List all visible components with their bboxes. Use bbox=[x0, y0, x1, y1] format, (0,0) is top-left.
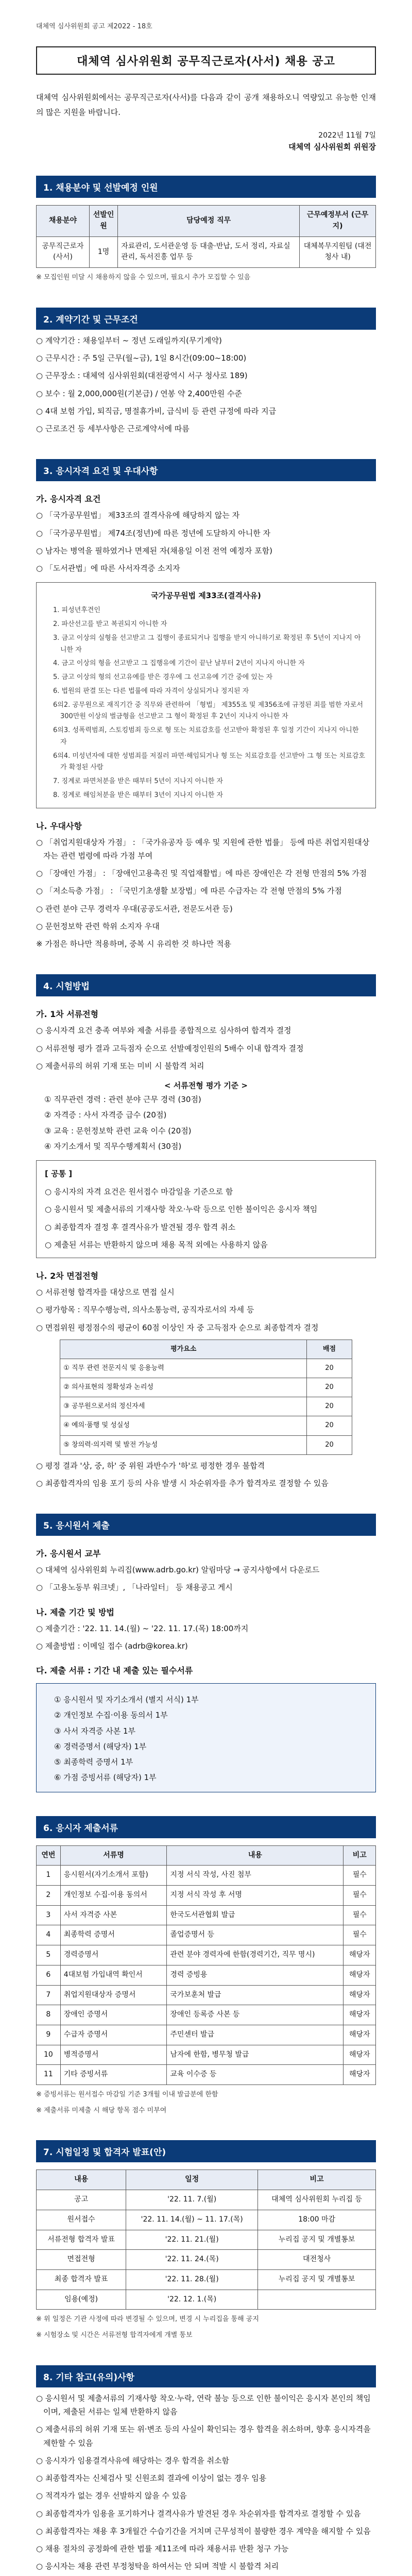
other-notes-list bbox=[36, 2392, 376, 2576]
cell: 개인정보 수집·이용 동의서 bbox=[60, 1886, 167, 1906]
cell: 해당자 bbox=[344, 2045, 376, 2065]
application-form-list bbox=[36, 1563, 376, 1595]
cell: 해당자 bbox=[344, 2005, 376, 2025]
list-item: ① 직무관련 경력 : 관련 분야 근무 경력 (30점) bbox=[44, 1095, 201, 1105]
required-docs-box bbox=[36, 1683, 376, 1792]
subsection-title: 가. 1차 서류전형 bbox=[36, 1009, 99, 1020]
list-item: ○ 응시자가 임용결격사유에 해당하는 경우 합격을 취소함 bbox=[36, 2455, 229, 2465]
list-item: ○ 근로조건 등 세부사항은 근로계약서에 따름 bbox=[36, 424, 190, 434]
list-item: ○ 최종합격자는 신체검사 및 신원조회 결과에 이상이 없는 경우 임용 bbox=[36, 2473, 267, 2483]
list-item: ※ 시험장소 및 시간은 서류전형 합격자에게 개별 통보 bbox=[36, 2331, 193, 2340]
table-row bbox=[37, 236, 376, 267]
cell: 경력 증빙용 bbox=[167, 1965, 344, 1985]
common-notice-box bbox=[36, 1160, 376, 1258]
col-header: 내용 bbox=[167, 1845, 344, 1866]
cell: 3 bbox=[37, 1905, 61, 1925]
list-item: ② 개인정보 수집·이용 동의서 1부 bbox=[54, 1710, 168, 1720]
cell: 수급자 증명서 bbox=[60, 2025, 167, 2045]
list-item: ○ 응시자의 자격 요건은 원서접수 마감일을 기준으로 함 bbox=[45, 1187, 233, 1197]
documents-table bbox=[36, 1845, 376, 2085]
cell: ③ 공무원으로서의 정신자세 bbox=[60, 1397, 307, 1416]
table-row bbox=[37, 2005, 376, 2025]
list-item: 7. 징계로 파면처분을 받은 때부터 5년이 지나지 아니한 자 bbox=[53, 777, 224, 786]
notice-org: 대체역 심사위원회 위원장 bbox=[288, 142, 376, 152]
list-item: ○ 「취업지원대상자 가점」 : 「국가유공자 등 예우 및 지원에 관한 법률」 등에 따른 취업지원대상자는 관련 법령에 따라 가점 부여 bbox=[36, 837, 370, 860]
list-item: ○ 평정 결과 '상, 중, 하' 중 위원 과반수가 '하'로 평정한 경우 불합격 bbox=[36, 1461, 265, 1470]
col-header: 근무예정부서 (근무지) bbox=[300, 206, 376, 236]
cell: '22. 11. 7.(월) bbox=[126, 2190, 258, 2210]
list-item: ④ 자기소개서 및 직무수행계획서 (30점) bbox=[44, 1141, 182, 1151]
col-header: 비고 bbox=[344, 1845, 376, 1866]
list-item: ※ 제출서류 미제출 시 해당 항목 점수 미부여 bbox=[36, 2106, 167, 2114]
preference-list bbox=[36, 836, 376, 951]
list-item: ○ 최종합격자의 임용 포기 등의 사유 발생 시 차순위자를 추가 합격자로 결정할 수 있음 bbox=[36, 1478, 329, 1488]
col-header: 선발인원 bbox=[89, 206, 117, 236]
cell: '22. 11. 14.(월) ~ 11. 17.(목) bbox=[126, 2210, 258, 2230]
cell: 4대보험 가입내역 확인서 bbox=[60, 1965, 167, 1985]
criteria-list bbox=[36, 1093, 376, 1153]
list-item: ○ 제출기간 : '22. 11. 14.(월) ~ '22. 11. 17.(목) 18:00까지 bbox=[36, 1623, 249, 1633]
cell: ⑤ 창의력·의지력 및 발전 가능성 bbox=[60, 1435, 307, 1454]
col-header: 연번 bbox=[37, 1845, 61, 1866]
cell: 5 bbox=[37, 1945, 61, 1965]
table-row bbox=[37, 2065, 376, 2085]
cell: 대체복무지원팀 (대전청사 내) bbox=[300, 236, 376, 267]
legal-box-title: 국가공무원법 제33조(결격사유) bbox=[151, 591, 261, 601]
cell: 사서 자격증 사본 bbox=[60, 1905, 167, 1925]
cell: ④ 예의·품행 및 성실성 bbox=[60, 1416, 307, 1435]
cell: 서류전형 합격자 발표 bbox=[37, 2230, 126, 2250]
col-header: 서류명 bbox=[60, 1845, 167, 1866]
list-item: ○ 최종합격자 결정 후 결격사유가 발견될 경우 합격 취소 bbox=[45, 1222, 236, 1232]
conditions-list bbox=[36, 334, 376, 436]
submission-list bbox=[36, 1622, 376, 1653]
interview-eval-table bbox=[60, 1340, 352, 1455]
recruit-table bbox=[36, 205, 376, 268]
cell: 4 bbox=[37, 1925, 61, 1945]
cell: 병적증명서 bbox=[60, 2045, 167, 2065]
section-7-title: 7. 시험일정 및 합격자 발표(안) bbox=[36, 2140, 376, 2162]
list-item: ○ 「고용노동부 워크넷」, 「나라일터」 등 채용공고 게시 bbox=[36, 1583, 233, 1592]
table-row bbox=[60, 1435, 352, 1454]
cell: 주민센터 발급 bbox=[167, 2025, 344, 2045]
cell: 10 bbox=[37, 2045, 61, 2065]
table-row bbox=[37, 1866, 376, 1886]
cell: 경력증명서 bbox=[60, 1945, 167, 1965]
list-item: ○ 근무장소 : 대체역 심사위원회(대전광역시 서구 청사로 189) bbox=[36, 371, 248, 381]
list-item: ○ 「국가공무원법」 제74조(정년)에 따른 정년에 도달하지 아니한 자 bbox=[36, 528, 271, 538]
cell: 공고 bbox=[37, 2190, 126, 2210]
list-item: ○ 문헌정보학 관련 학위 소지자 우대 bbox=[36, 921, 160, 931]
subsection-title: 가. 응시자격 요건 bbox=[36, 494, 101, 504]
interview-after-list bbox=[36, 1459, 376, 1490]
cell: 1 bbox=[37, 1866, 61, 1886]
list-item: ⑤ 최종학력 증명서 1부 bbox=[54, 1757, 133, 1767]
list-item: ○ 남자는 병역을 필하였거나 면제된 자(채용일 이전 전역 예정자 포함) bbox=[36, 546, 272, 555]
eligibility-list bbox=[36, 509, 376, 575]
cell: 최종 합격자 발표 bbox=[37, 2269, 126, 2290]
cell: 장애인 등록증 사본 등 bbox=[167, 2005, 344, 2025]
list-item: ○ 근무시간 : 주 5일 근무(월~금), 1일 8시간(09:00~18:00) bbox=[36, 353, 247, 363]
subsection-title: 가. 응시원서 교부 bbox=[36, 1549, 101, 1559]
list-item: 8. 징계로 해임처분을 받은 때부터 3년이 지나지 아니한 자 bbox=[53, 791, 224, 799]
cell: 20 bbox=[307, 1435, 352, 1454]
cell: '22. 12. 1.(목) bbox=[126, 2290, 258, 2310]
cell: 임용(예정) bbox=[37, 2290, 126, 2310]
list-item: ○ 적격자가 없는 경우 선발하지 않을 수 있음 bbox=[36, 2491, 187, 2501]
section-4-title: 4. 시험방법 bbox=[36, 974, 376, 996]
section-1-title: 1. 채용분야 및 선발예정 인원 bbox=[36, 176, 376, 198]
common-notice-list bbox=[45, 1185, 367, 1251]
table-row bbox=[37, 1965, 376, 1985]
list-item: ○ 응시자는 채용 관련 부정청탁을 하여서는 안 되며 적발 시 불합격 처리 bbox=[36, 2562, 279, 2571]
list-item: ※ 가점은 하나만 적용하며, 중복 시 유리한 것 하나만 적용 bbox=[36, 939, 232, 949]
legal-list bbox=[45, 605, 367, 801]
cell: 지정 서식 작성 후 서명 bbox=[167, 1886, 344, 1906]
cell: 20 bbox=[307, 1397, 352, 1416]
cell: 자료관리, 도서관운영 등 대출·반납, 도서 정리, 자료실 관리, 독서진흥 업무 등 bbox=[118, 236, 300, 267]
list-item: 2. 파산선고를 받고 복권되지 아니한 자 bbox=[53, 620, 167, 629]
cell: 9 bbox=[37, 2025, 61, 2045]
cell: 6 bbox=[37, 1965, 61, 1985]
list-item: ○ 서류전형 평가 결과 고득점자 순으로 선발예정인원의 5배수 이내 합격자 결정 bbox=[36, 1043, 304, 1053]
subsection-title: 나. 2차 면접전형 bbox=[36, 1271, 99, 1281]
criteria-heading: < 서류전형 평가 기준 > bbox=[164, 1081, 248, 1091]
table-row bbox=[37, 1905, 376, 1925]
list-item: ○ 계약기간 : 채용일부터 ~ 정년 도래일까지(무기계약) bbox=[36, 335, 222, 345]
cell: 누리집 공지 및 개별통보 bbox=[258, 2230, 376, 2250]
cell: 18:00 마감 bbox=[258, 2210, 376, 2230]
cell: 공무직근로자(사서) bbox=[37, 236, 90, 267]
list-item: 4. 금고 이상의 형을 선고받고 그 집행유예 기간이 끝난 날부터 2년이 지나지 아니한 자 bbox=[53, 659, 305, 668]
list-item: ○ 제출서류의 허위 기재 또는 미비 시 불합격 처리 bbox=[36, 1061, 204, 1071]
cell: 7 bbox=[37, 1985, 61, 2005]
table-row bbox=[37, 2210, 376, 2230]
table-row bbox=[37, 2290, 376, 2310]
table-row bbox=[37, 2190, 376, 2210]
cell: 2 bbox=[37, 1886, 61, 1906]
cell: 국가보훈처 발급 bbox=[167, 1985, 344, 2005]
notice-date: 2022년 11월 7일 bbox=[318, 131, 376, 140]
cell: 필수 bbox=[344, 1886, 376, 1906]
cell: 교육 이수증 등 bbox=[167, 2065, 344, 2085]
list-item: ○ 응시원서 및 제출서류의 기재사항 착오·누락, 연락 불능 등으로 인한 불이익은 응시자 본인의 책임이며, 제출된 서류는 일체 반환하지 않음 bbox=[36, 2393, 371, 2417]
cell: 남자에 한함, 병무청 발급 bbox=[167, 2045, 344, 2065]
cell bbox=[258, 2290, 376, 2310]
table-row bbox=[60, 1359, 352, 1378]
cell: 졸업증명서 등 bbox=[167, 1925, 344, 1945]
common-notice-title: [ 공통 ] bbox=[45, 1169, 73, 1179]
table-row bbox=[37, 1945, 376, 1965]
table-row bbox=[60, 1416, 352, 1435]
subsection-title: 나. 제출 기간 및 방법 bbox=[36, 1607, 115, 1617]
subsection-title: 다. 제출 서류 : 기간 내 제출 있는 필수서류 bbox=[36, 1666, 193, 1676]
schedule-notes bbox=[36, 2314, 376, 2342]
list-item: ③ 사서 자격증 사본 1부 bbox=[54, 1726, 135, 1736]
list-item: ○ 제출서류의 허위 기재 또는 위·변조 등의 사실이 확인되는 경우 합격을 취소하며, 향후 응시자격을 제한할 수 있음 bbox=[36, 2425, 371, 2448]
cell: 해당자 bbox=[344, 2025, 376, 2045]
legal-box bbox=[36, 582, 376, 808]
cell: 누리집 공지 및 개별통보 bbox=[258, 2269, 376, 2290]
list-item: 6의2. 공무원으로 재직기간 중 직무와 관련하여 「형법」 제355조 및 제356조에 규정된 죄를 범한 자로서 300만원 이상의 벌금형을 선고받고 그 형이 확정된 후 2년이 지나지 아니한 자 bbox=[53, 701, 364, 721]
cell: 면접전형 bbox=[37, 2250, 126, 2270]
list-item: ② 자격증 : 사서 자격증 급수 (20점) bbox=[44, 1110, 167, 1120]
list-item: 3. 금고 이상의 실형을 선고받고 그 집행이 종료되거나 집행을 받지 아니하기로 확정된 후 5년이 지나지 아니한 자 bbox=[53, 634, 361, 654]
col-header: 비고 bbox=[258, 2170, 376, 2190]
cell: 기타 증빙서류 bbox=[60, 2065, 167, 2085]
list-item: ○ 보수 : 월 2,000,000원(기본급) / 연봉 약 2,400만원 수준 bbox=[36, 388, 242, 398]
table-row bbox=[37, 2250, 376, 2270]
col-header: 내용 bbox=[37, 2170, 126, 2190]
section-note: ※ 모집인원 미달 시 채용하지 않을 수 있으며, 필요시 추가 모집할 수 있음 bbox=[36, 274, 251, 282]
list-item: ① 응시원서 및 자기소개서 (별지 서식) 1부 bbox=[54, 1695, 199, 1705]
col-header: 담당예정 직무 bbox=[118, 206, 300, 236]
list-item: ○ 응시자격 요건 충족 여부와 제출 서류를 종합적으로 심사하여 합격자 결정 bbox=[36, 1026, 291, 1036]
table-row bbox=[37, 1985, 376, 2005]
cell: 원서접수 bbox=[37, 2210, 126, 2230]
intro-text: 대체역 심사위원회에서는 공무직근로자(사서)를 다음과 같이 공개 채용하오니 역량있고 유능한 인재의 많은 지원을 바랍니다. bbox=[36, 93, 376, 117]
list-item: ④ 경력증명서 (해당자) 1부 bbox=[54, 1741, 147, 1751]
list-item: 5. 금고 이상의 형의 선고유예를 받은 경우에 그 선고유예 기간 중에 있는 자 bbox=[53, 673, 273, 682]
cell: ① 직무 관련 전문지식 및 응용능력 bbox=[60, 1359, 307, 1378]
list-item: ○ 서류전형 합격자를 대상으로 면접 실시 bbox=[36, 1287, 175, 1297]
cell: 대체역 심사위원회 누리집 등 bbox=[258, 2190, 376, 2210]
cell: '22. 11. 28.(월) bbox=[126, 2269, 258, 2290]
cell: '22. 11. 24.(목) bbox=[126, 2250, 258, 2270]
cell: 대전청사 bbox=[258, 2250, 376, 2270]
list-item: ○ 대체역 심사위원회 누리집(www.adrb.go.kr) 알림마당 → 공지사항에서 다운로드 bbox=[36, 1565, 320, 1575]
list-item: ○ 최종합격자는 채용 후 3개월간 수습기간을 거치며 근무성적이 불량한 경우 계약을 해지할 수 있음 bbox=[36, 2526, 371, 2536]
cell: 필수 bbox=[344, 1925, 376, 1945]
page-title: 대체역 심사위원회 공무직근로자(사서) 채용 공고 bbox=[36, 46, 376, 75]
list-item: ○ 「도서관법」에 따른 사서자격증 소지자 bbox=[36, 564, 180, 573]
cell: 해당자 bbox=[344, 1945, 376, 1965]
list-item: ○ 관련 분야 근무 경력자 우대(공공도서관, 전문도서관 등) bbox=[36, 904, 233, 913]
section-2-title: 2. 계약기간 및 근무조건 bbox=[36, 308, 376, 330]
cell: ② 의사표현의 정확성과 논리성 bbox=[60, 1378, 307, 1397]
documents-notes bbox=[36, 2089, 376, 2117]
section-3-title: 3. 응시자격 요건 및 우대사항 bbox=[36, 459, 376, 481]
list-item: ○ 면접위원 평정점수의 평균이 60점 이상인 자 중 고득점자 순으로 최종합격자 결정 bbox=[36, 1323, 319, 1332]
col-header: 평가요소 bbox=[60, 1340, 307, 1359]
list-item: ○ 제출된 서류는 반환하지 않으며 채용 목적 외에는 사용하지 않음 bbox=[45, 1240, 268, 1249]
cell: 최종학력 증명서 bbox=[60, 1925, 167, 1945]
col-header: 일정 bbox=[126, 2170, 258, 2190]
interview-list bbox=[36, 1285, 376, 1334]
cell: 관련 분야 경력자에 한함(경력기간, 직무 명시) bbox=[167, 1945, 344, 1965]
cell: 응시원서(자기소개서 포함) bbox=[60, 1866, 167, 1886]
cell: 한국도서관협회 발급 bbox=[167, 1905, 344, 1925]
list-item: ○ 「장애인 가점」 : 「장애인고용촉진 및 직업재활법」에 따른 장애인은 각 전형 만점의 5% 가점 bbox=[36, 869, 367, 878]
list-item: ○ 「저소득층 가점」 : 「국민기초생활 보장법」에 따른 수급자는 각 전형 만점의 5% 가점 bbox=[36, 886, 342, 896]
cell: 20 bbox=[307, 1416, 352, 1435]
table-row bbox=[60, 1378, 352, 1397]
cell: 필수 bbox=[344, 1905, 376, 1925]
list-item: 6의4. 미성년자에 대한 성범죄를 저질러 파면·해임되거나 형 또는 치료감호를 선고받아 그 형 또는 치료감호가 확정된 사람 bbox=[53, 752, 365, 772]
cell: '22. 11. 21.(월) bbox=[126, 2230, 258, 2250]
schedule-table bbox=[36, 2170, 376, 2310]
list-item: ○ 최종합격자가 임용을 포기하거나 결격사유가 발견된 경우 차순위자를 합격자로 결정할 수 있음 bbox=[36, 2509, 361, 2518]
list-item: ※ 증빙서류는 원서접수 마감일 기준 3개월 이내 발급분에 한함 bbox=[36, 2090, 218, 2098]
list-item: ○ 제출방법 : 이메일 접수 (adrb@korea.kr) bbox=[36, 1641, 188, 1651]
list-item: 6. 법원의 판결 또는 다른 법률에 따라 자격이 상실되거나 정지된 자 bbox=[53, 687, 249, 695]
cell: 1명 bbox=[89, 236, 117, 267]
list-item: ○ 평가항목 : 직무수행능력, 의사소통능력, 공직자로서의 자세 등 bbox=[36, 1305, 254, 1315]
section-5-title: 5. 응시원서 제출 bbox=[36, 1514, 376, 1536]
cell: 지정 서식 작성, 사진 첨부 bbox=[167, 1866, 344, 1886]
cell: 해당자 bbox=[344, 2065, 376, 2085]
cell: 해당자 bbox=[344, 1965, 376, 1985]
cell: 장애인 증명서 bbox=[60, 2005, 167, 2025]
cell: 취업지원대상자 증명서 bbox=[60, 1985, 167, 2005]
section-6-title: 6. 응시자 제출서류 bbox=[36, 1816, 376, 1838]
col-header: 채용분야 bbox=[37, 206, 90, 236]
section-8-title: 8. 기타 참고(유의)사항 bbox=[36, 2365, 376, 2387]
cell: 8 bbox=[37, 2005, 61, 2025]
col-header: 배점 bbox=[307, 1340, 352, 1359]
cell: 20 bbox=[307, 1359, 352, 1378]
list-item: ○ 응시원서 및 제출서류의 기재사항 착오·누락 등으로 인한 불이익은 응시자 책임 bbox=[45, 1205, 318, 1214]
table-row bbox=[37, 2045, 376, 2065]
document-screening-list bbox=[36, 1024, 376, 1073]
list-item: ○ 채용 절차의 공정화에 관한 법률 제11조에 따라 채용서류 반환 청구 가능 bbox=[36, 2544, 289, 2554]
list-item: ○ 4대 보험 가입, 퇴직금, 명절휴가비, 급식비 등 관련 규정에 따라 지급 bbox=[36, 406, 277, 416]
table-row bbox=[37, 1886, 376, 1906]
list-item: ○ 「국가공무원법」 제33조의 결격사유에 해당하지 않는 자 bbox=[36, 511, 240, 520]
cell: 11 bbox=[37, 2065, 61, 2085]
cell: 필수 bbox=[344, 1866, 376, 1886]
list-item: ⑥ 가점 증빙서류 (해당자) 1부 bbox=[54, 1773, 157, 1783]
notice-number: 대체역 심사위원회 공고 제2022 - 18호 bbox=[36, 23, 152, 30]
list-item: ③ 교육 : 문헌정보학 관련 교육 이수 (20점) bbox=[44, 1126, 192, 1136]
list-item: ※ 위 일정은 기관 사정에 따라 변경될 수 있으며, 변경 시 누리집을 통해 공지 bbox=[36, 2315, 259, 2324]
cell: 20 bbox=[307, 1378, 352, 1397]
table-row bbox=[37, 2230, 376, 2250]
table-row bbox=[37, 2025, 376, 2045]
subsection-title: 나. 우대사항 bbox=[36, 821, 82, 831]
table-row bbox=[37, 2269, 376, 2290]
list-item: 6의3. 성폭력범죄, 스토킹범죄 등으로 형 또는 치료감호를 선고받아 확정된 후 일정 기간이 지나지 아니한 자 bbox=[53, 726, 359, 746]
table-row bbox=[60, 1397, 352, 1416]
cell: 해당자 bbox=[344, 1985, 376, 2005]
list-item: 1. 피성년후견인 bbox=[53, 606, 100, 615]
table-row bbox=[37, 1925, 376, 1945]
